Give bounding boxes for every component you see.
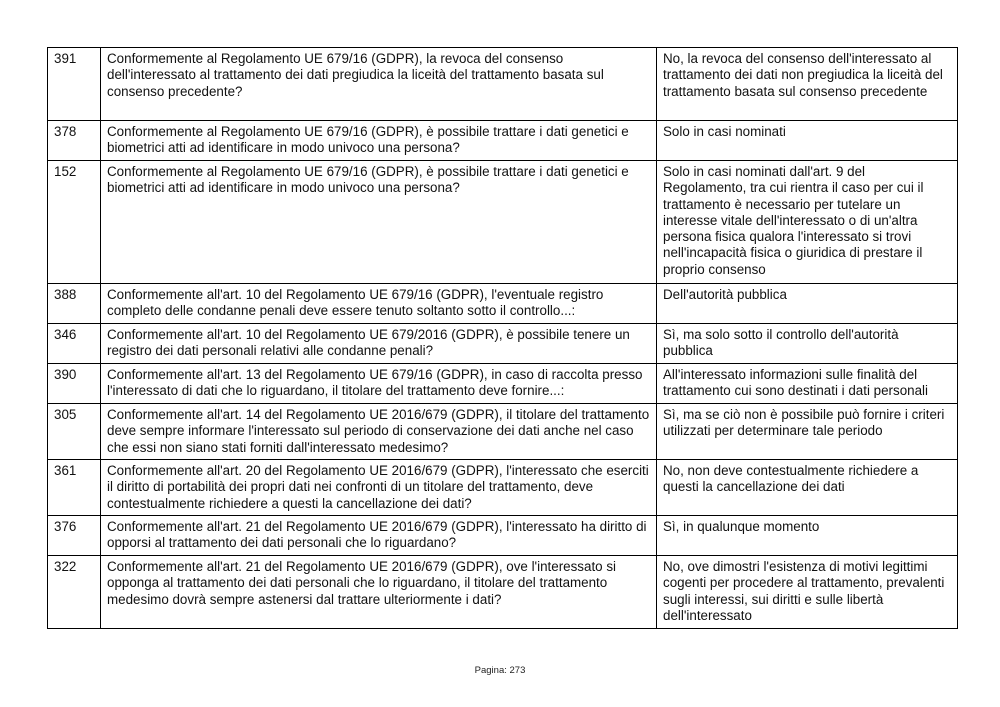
answer-text: No, non deve contestualmente richiedere a questi la cancellazione dei dati — [657, 460, 958, 516]
table-row — [48, 121, 958, 161]
table-row — [48, 556, 958, 629]
question-id: 322 — [48, 556, 101, 629]
question-text: Conformemente all'art. 13 del Regolamento UE 679/16 (GDPR), in caso di raccolta presso l'interessato di dati che lo riguardano, il titolare del trattamento deve fornire...: — [101, 364, 657, 404]
page-number: Pagina: 273 — [474, 665, 526, 676]
answer-text: Solo in casi nominati — [657, 121, 958, 161]
answer-text: No, la revoca del consenso dell'interessato al trattamento dei dati non pregiudica la liceità del trattamento basata sul consenso precedente — [657, 48, 958, 121]
question-text: Conformemente al Regolamento UE 679/16 (GDPR), è possibile trattare i dati genetici e biometrici atti ad identificare in modo univoco una persona? — [101, 161, 657, 284]
question-id: 376 — [48, 516, 101, 556]
question-id: 391 — [48, 48, 101, 121]
question-text: Conformemente al Regolamento UE 679/16 (GDPR), è possibile trattare i dati genetici e biometrici atti ad identificare in modo univoco una persona? — [101, 121, 657, 161]
question-text: Conformemente all'art. 21 del Regolamento UE 2016/679 (GDPR), l'interessato ha diritto di opporsi al trattamento dei dati personali che lo riguardano? — [101, 516, 657, 556]
table-row — [48, 364, 958, 404]
table-row — [48, 324, 958, 364]
answer-text: No, ove dimostri l'esistenza di motivi legittimi cogenti per procedere al trattamento, prevalenti sugli interessi, sui diritti e sulle libertà dell'interessato — [657, 556, 958, 629]
question-text: Conformemente all'art. 10 del Regolamento UE 679/16 (GDPR), l'eventuale registro completo delle condanne penali deve essere tenuto soltanto sotto il controllo...: — [101, 284, 657, 324]
answer-text: All'interessato informazioni sulle finalità del trattamento cui sono destinati i dati personali — [657, 364, 958, 404]
table-row — [48, 516, 958, 556]
question-id: 378 — [48, 121, 101, 161]
question-id: 305 — [48, 404, 101, 460]
table-row — [48, 460, 958, 516]
table-row — [48, 404, 958, 460]
qa-table — [47, 47, 958, 629]
question-id: 390 — [48, 364, 101, 404]
table-row — [48, 284, 958, 324]
answer-text: Sì, ma solo sotto il controllo dell'autorità pubblica — [657, 324, 958, 364]
answer-text: Solo in casi nominati dall'art. 9 del Regolamento, tra cui rientra il caso per cui il trattamento è necessario per tutelare un interesse vitale dell'interessato o di un'altra persona fisica qualora l'interessato si trovi nell'incapacità fisica o giuridica di prestare il proprio consenso — [657, 161, 958, 284]
answer-text: Sì, in qualunque momento — [657, 516, 958, 556]
answer-text: Dell'autorità pubblica — [657, 284, 958, 324]
question-text: Conformemente all'art. 14 del Regolamento UE 2016/679 (GDPR), il titolare del trattamento deve sempre informare l'interessato sul periodo di conservazione dei dati anche nel caso che essi non siano stati forniti dall'interessato medesimo? — [101, 404, 657, 460]
question-id: 152 — [48, 161, 101, 284]
question-text: Conformemente all'art. 20 del Regolamento UE 2016/679 (GDPR), l'interessato che eserciti il diritto di portabilità dei propri dati nei confronti di un titolare del trattamento, deve contestualmente richiedere a questi la cancellazione dei dati? — [101, 460, 657, 516]
question-text: Conformemente all'art. 21 del Regolamento UE 2016/679 (GDPR), ove l'interessato si opponga al trattamento dei dati personali che lo riguardano, il titolare del trattamento medesimo dovrà sempre astenersi dal trattare ulteriormente i dati? — [101, 556, 657, 629]
table-row — [48, 48, 958, 121]
question-id: 388 — [48, 284, 101, 324]
table-row — [48, 161, 958, 284]
question-text: Conformemente all'art. 10 del Regolamento UE 679/2016 (GDPR), è possibile tenere un registro dei dati personali relativi alle condanne penali? — [101, 324, 657, 364]
question-id: 346 — [48, 324, 101, 364]
question-text: Conformemente al Regolamento UE 679/16 (GDPR), la revoca del consenso dell'interessato al trattamento dei dati pregiudica la liceità del trattamento basata sul consenso precedente? — [101, 48, 657, 121]
question-id: 361 — [48, 460, 101, 516]
answer-text: Sì, ma se ciò non è possibile può fornire i criteri utilizzati per determinare tale periodo — [657, 404, 958, 460]
